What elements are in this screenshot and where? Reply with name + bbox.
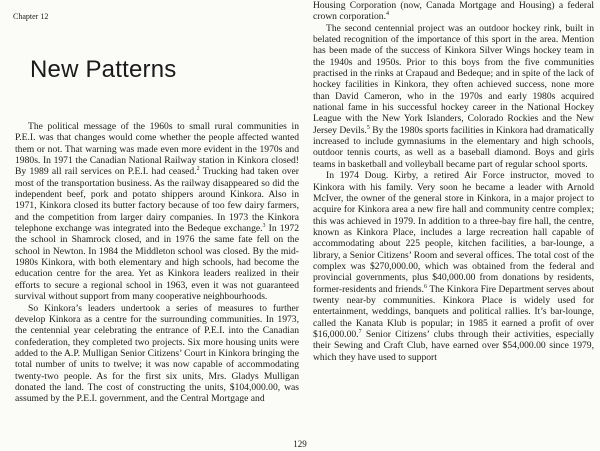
chapter-label: Chapter 12 bbox=[13, 12, 49, 21]
paragraph bbox=[313, 170, 594, 363]
text-run: Senior Citizens’ clubs through their activities, especially their Sewing and Craft Club, have earned over $54,000.00 since 1979, which they have used to support bbox=[313, 328, 594, 363]
paragraph bbox=[313, 0, 594, 23]
text-run: Housing Corporation (now, Canada Mortgage and Housing) a federal crown corporation. bbox=[313, 0, 594, 23]
text-run: In 1972 the school in Shamrock closed, and in 1976 the same fate fell on the school in Newton. In 1984 the Middleton school was closed. By the mid-1980s Kinkora, with both elementary and high schools, had become the education centre for the area. Yet as Kinkora leaders realized in their efforts to secure a regional school in 1963, even it was not guaranteed survival without support from many cooperative neighbourhoods. bbox=[15, 223, 299, 303]
footnote-marker: 2 bbox=[196, 166, 200, 173]
page-number: 129 bbox=[293, 439, 307, 449]
text-run: By 1989 all rail services on P.E.I. had ceased. bbox=[15, 166, 197, 178]
right-column bbox=[313, 0, 594, 363]
paragraph: So Kinkora’s leaders undertook a series of measures to further develop Kinkora as a centre for the surrounding communities. In 1973, the centennial year celebrating the entrance of P.E.I. into the Canadian confederation, they completed two projects. Six more housing units were added to the A.P. Mulligan Senior Citizens’ Court in Kinkora bringing the total number of units to twelve; it was now capable of accommodating twenty-two people. As for the first six units, Mrs. Gladys Mulligan donated the land. The cost of constructing the units, $104,000.00, was assumed by the P.E.I. government, and the Central Mortgage and bbox=[15, 302, 299, 405]
text-run: The second centennial project was an outdoor hockey rink, built in belated recognition of the importance of this sport in the area. Mention has been made of the success of Kinkora Silver Wings hockey team in the 1940s and 1950s. Prior to this boys from the five communities practised in the rinks at Crapaud and Bedeque; and in spite of the lack of hockey facilities in Kinkora, they often achieved success, none more than David Cameron, who in the 1970s and early 1980s acquired national fame in his successful hockey career in the National Hockey League with the New York Islanders, Colorado Rockies and the New Jersey Devils. bbox=[313, 22, 594, 136]
text-run: In 1974 Doug. Kirby, a retired Air Force instructor, moved to Kinkora with his family. Very soon he became a leader with Arnold McIver, the owner of the general store in Kinkora, in a major project to acquire for Kinkora area a new fire hall and community centre complex; this was achieved in 1979. In addition to a three-bay fire hall, the centre, known as Kinkora Place, includes a large recreation hall capable of accommodating about 225 people, kitchen facilities, a bar-lounge, a library, a Senior Citizens’ Room and several offices. The total cost of the complex was $270,000.00, which was obtained from the federal and provincial governments, plus $40,000.00 from donations by residents, former-residents and friends. bbox=[313, 170, 594, 295]
footnote-marker: 7 bbox=[358, 328, 362, 335]
footnote-marker: 4 bbox=[386, 11, 389, 18]
text-run: The political message of the 1960s to small rural communities in P.E.I. was that changes would come whether the people affected wanted them or not. That warning was made even more evident in the 1970s and 1980s. In 1971 the Canadian National Railway station in Kinkora closed! bbox=[15, 121, 299, 167]
text-run: Trucking had taken over most of the transportation business. As the railway disappeared so did the independent beef, pork and potato shippers around Kinkora. Also in 1971, Kinkora closed its butter factory because of too few dairy farmers, and the competition from larger dairy companies. In 1973 the Kinkora telephone exchange was integrated into the Bedeque exchange. bbox=[15, 166, 299, 235]
text-run: By the 1980s sports facilities in Kinkora had dramatically increased to include gymnasiums in the elementary and high schools, outdoor tennis courts, as well as a baseball diamond. Boys and girls teams in basketball and volleyball became part of regular school sports. bbox=[313, 124, 594, 170]
text-run: The Kinkora Fire Department serves about twenty near-by communities. Kinkora Place is widely used for entertainment, weddings, banquets and political rallies. It’s bar-lounge, called the Kanata Klub is popular; in 1985 it earned a profit of over $16,000.00. bbox=[313, 283, 594, 340]
footnote-marker: 6 bbox=[424, 283, 428, 290]
footnote-marker: 5 bbox=[366, 124, 370, 131]
paragraph bbox=[15, 121, 299, 303]
left-column bbox=[15, 121, 299, 405]
footnote-marker: 3 bbox=[262, 222, 266, 229]
paragraph bbox=[313, 23, 594, 170]
page-title: New Patterns bbox=[30, 56, 177, 83]
